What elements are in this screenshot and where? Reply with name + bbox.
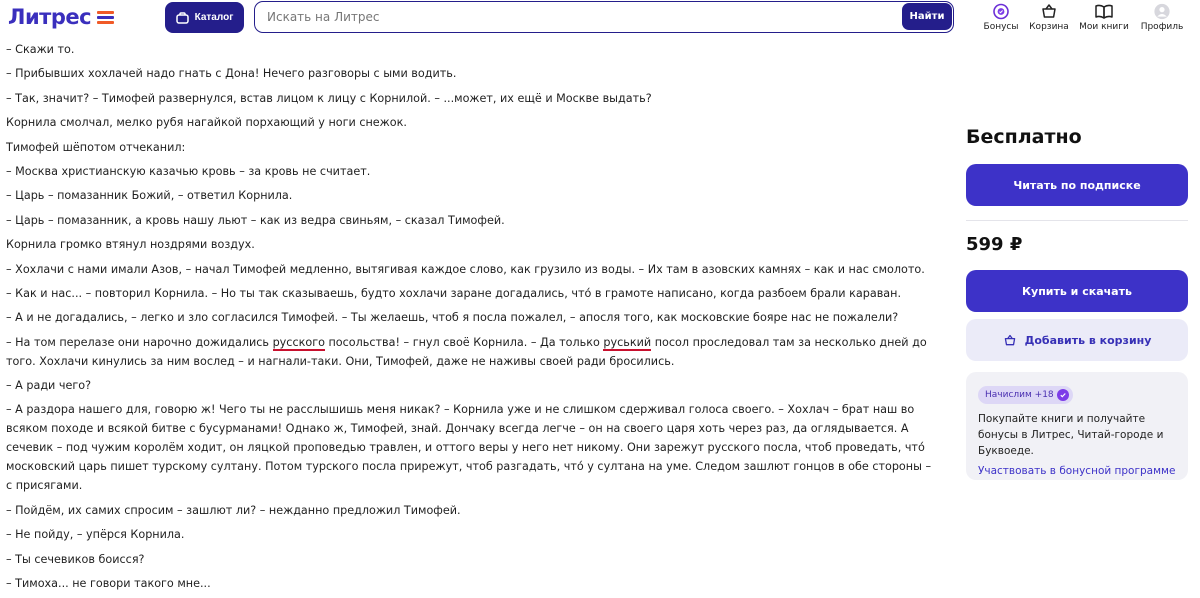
user-nav — [979, 3, 1191, 35]
logo[interactable] — [8, 6, 114, 28]
top-header — [0, 0, 1200, 36]
catalog-icon — [176, 12, 189, 24]
nav-cart[interactable] — [1021, 3, 1077, 32]
text-paragraph: – Царь – помазанник, а кровь нашу льют – как из ведра свиньям, – сказал Тимофей. — [6, 213, 505, 227]
text-span: – На том перелазе они нарочно дожидались — [6, 335, 273, 349]
nav-cart-label: Корзина — [1029, 22, 1069, 32]
search-bar — [254, 1, 954, 33]
text-paragraph: Корнила громко втянул ноздрями воздух. — [6, 238, 255, 252]
text-paragraph: – Как и нас... – повторил Корнила. – Но ты так сказываешь, будто хохлачи заране догадались, что́ в грамоте написано, когда разбоем брали караван. — [6, 286, 902, 300]
text-paragraph: – Не пойду, – упёрся Корнила. — [6, 528, 185, 542]
book-text — [6, 40, 936, 598]
nav-my-books[interactable] — [1076, 3, 1132, 32]
buy-and-download-button[interactable]: Купить и скачать — [966, 270, 1188, 312]
text-span: посольства! – гнул своё Корнила. – Да только — [324, 335, 604, 349]
bonus-description: Покупайте книги и получайте бонусы в Литрес, Читай-городе и Буквоеде. — [978, 413, 1164, 457]
profile-icon — [1153, 3, 1171, 20]
divider — [966, 220, 1188, 221]
nav-bonuses-label: Бонусы — [983, 22, 1019, 32]
cart-icon — [1003, 334, 1017, 347]
text-paragraph: – Прибывших хохлачей надо гнать с Дона! Нечего разговоры с ыми водить. — [6, 67, 457, 81]
bonus-badge — [978, 386, 1073, 404]
catalog-button[interactable] — [165, 2, 244, 33]
text-paragraph: – Хохлачи с нами имали Азов, – начал Тимофей медленно, вытягивая каждое слово, как грузило из воды. – Их там в азовских камнях – как и нас смолото. — [6, 262, 925, 276]
text-paragraph: – Царь – помазанник Божий, – ответил Корнила. — [6, 189, 293, 203]
text-paragraph: – Тимоха... не говори такого мне... — [6, 577, 211, 591]
text-paragraph: – Москва христианскую казачью кровь – за кровь не считает. — [6, 164, 371, 178]
text-paragraph: – А ради чего? — [6, 379, 92, 393]
add-to-cart-label: Добавить в корзину — [1024, 333, 1152, 347]
read-by-subscription-button[interactable]: Читать по подписке — [966, 164, 1188, 206]
free-price-label: Бесплатно — [966, 126, 1082, 148]
underlined-word: руський — [603, 335, 652, 349]
text-paragraph: – Скажи то. — [6, 43, 75, 56]
nav-profile[interactable] — [1134, 3, 1190, 32]
bonus-coin-icon — [1057, 389, 1069, 401]
nav-my-books-label: Мои книги — [1079, 22, 1129, 32]
text-paragraph: Тимофей шёпотом отчеканил: — [6, 140, 186, 154]
text-paragraph: Корнила смолчал, мелко рубя нагайкой порхающий у ноги снежок. — [6, 116, 407, 130]
logo-mark-icon — [97, 11, 114, 24]
text-paragraph: – Так, значит? – Тимофей развернулся, встав лицом к лицу с Корнилой. – ...может, их ещё и Москве выдать? — [6, 91, 652, 105]
logo-text: Литрес — [8, 5, 92, 29]
nav-profile-label: Профиль — [1140, 22, 1184, 32]
search-button[interactable]: Найти — [902, 3, 952, 30]
price-label: 599 ₽ — [966, 234, 1023, 255]
text-paragraph: – Пойдём, их самих спросим – зашлют ли? – нежданно предложил Тимофей. — [6, 503, 461, 517]
text-paragraph: – А раздора нашего для, говорю ж! Чего ты не расслышишь меня никак? – Корнила уже и не слишком сдерживал голоса своего. – Хохлач – брат наш во всяком походе и всякой битве с бусурманами! Однако ж, Тимофей, знай. Дончаку всегда легче – он на своего царя хоть через раз, да оглядывается. А сечевик – под чужим королём ходит, он ляцкой проповедью травлен, и оттого веры у него нет никому. Они зарежут русского посла, чтоб проведать, что́ московский царь пишет турскому султану. Потом турского посла прирежут, чтоб разгадать, что́ у султана на уме. Следом зашлют гонцов в обе стороны – с присягами. — [6, 403, 932, 493]
underlined-word: русского — [272, 335, 325, 349]
text-span: посол проследовал там за несколько дней до того. Хохлачи кинулись за ним вослед – и нагнали-таки. Они, Тимофей, даже не наживы своей ради бросились. — [6, 335, 927, 368]
catalog-label: Каталог — [194, 12, 234, 23]
text-paragraph: – Ты сечевиков боисся? — [6, 552, 145, 566]
add-to-cart-button[interactable] — [966, 319, 1188, 361]
bonus-icon — [992, 3, 1010, 20]
bonus-program-link[interactable]: Участвовать в бонусной программе — [978, 465, 1176, 477]
cart-icon — [1040, 3, 1058, 20]
text-paragraph: – А и не догадались, – легко и зло согласился Тимофей. – Ты желаешь, чтоб я посла пожалел, – апосля того, как московские бояре нас не пожалели? — [6, 311, 899, 325]
bonus-card — [966, 372, 1188, 480]
book-icon — [1094, 3, 1114, 20]
text-paragraph-underlined — [6, 333, 936, 376]
search-input[interactable] — [255, 2, 907, 31]
bonus-badge-label: Начислим +18 — [985, 390, 1054, 400]
